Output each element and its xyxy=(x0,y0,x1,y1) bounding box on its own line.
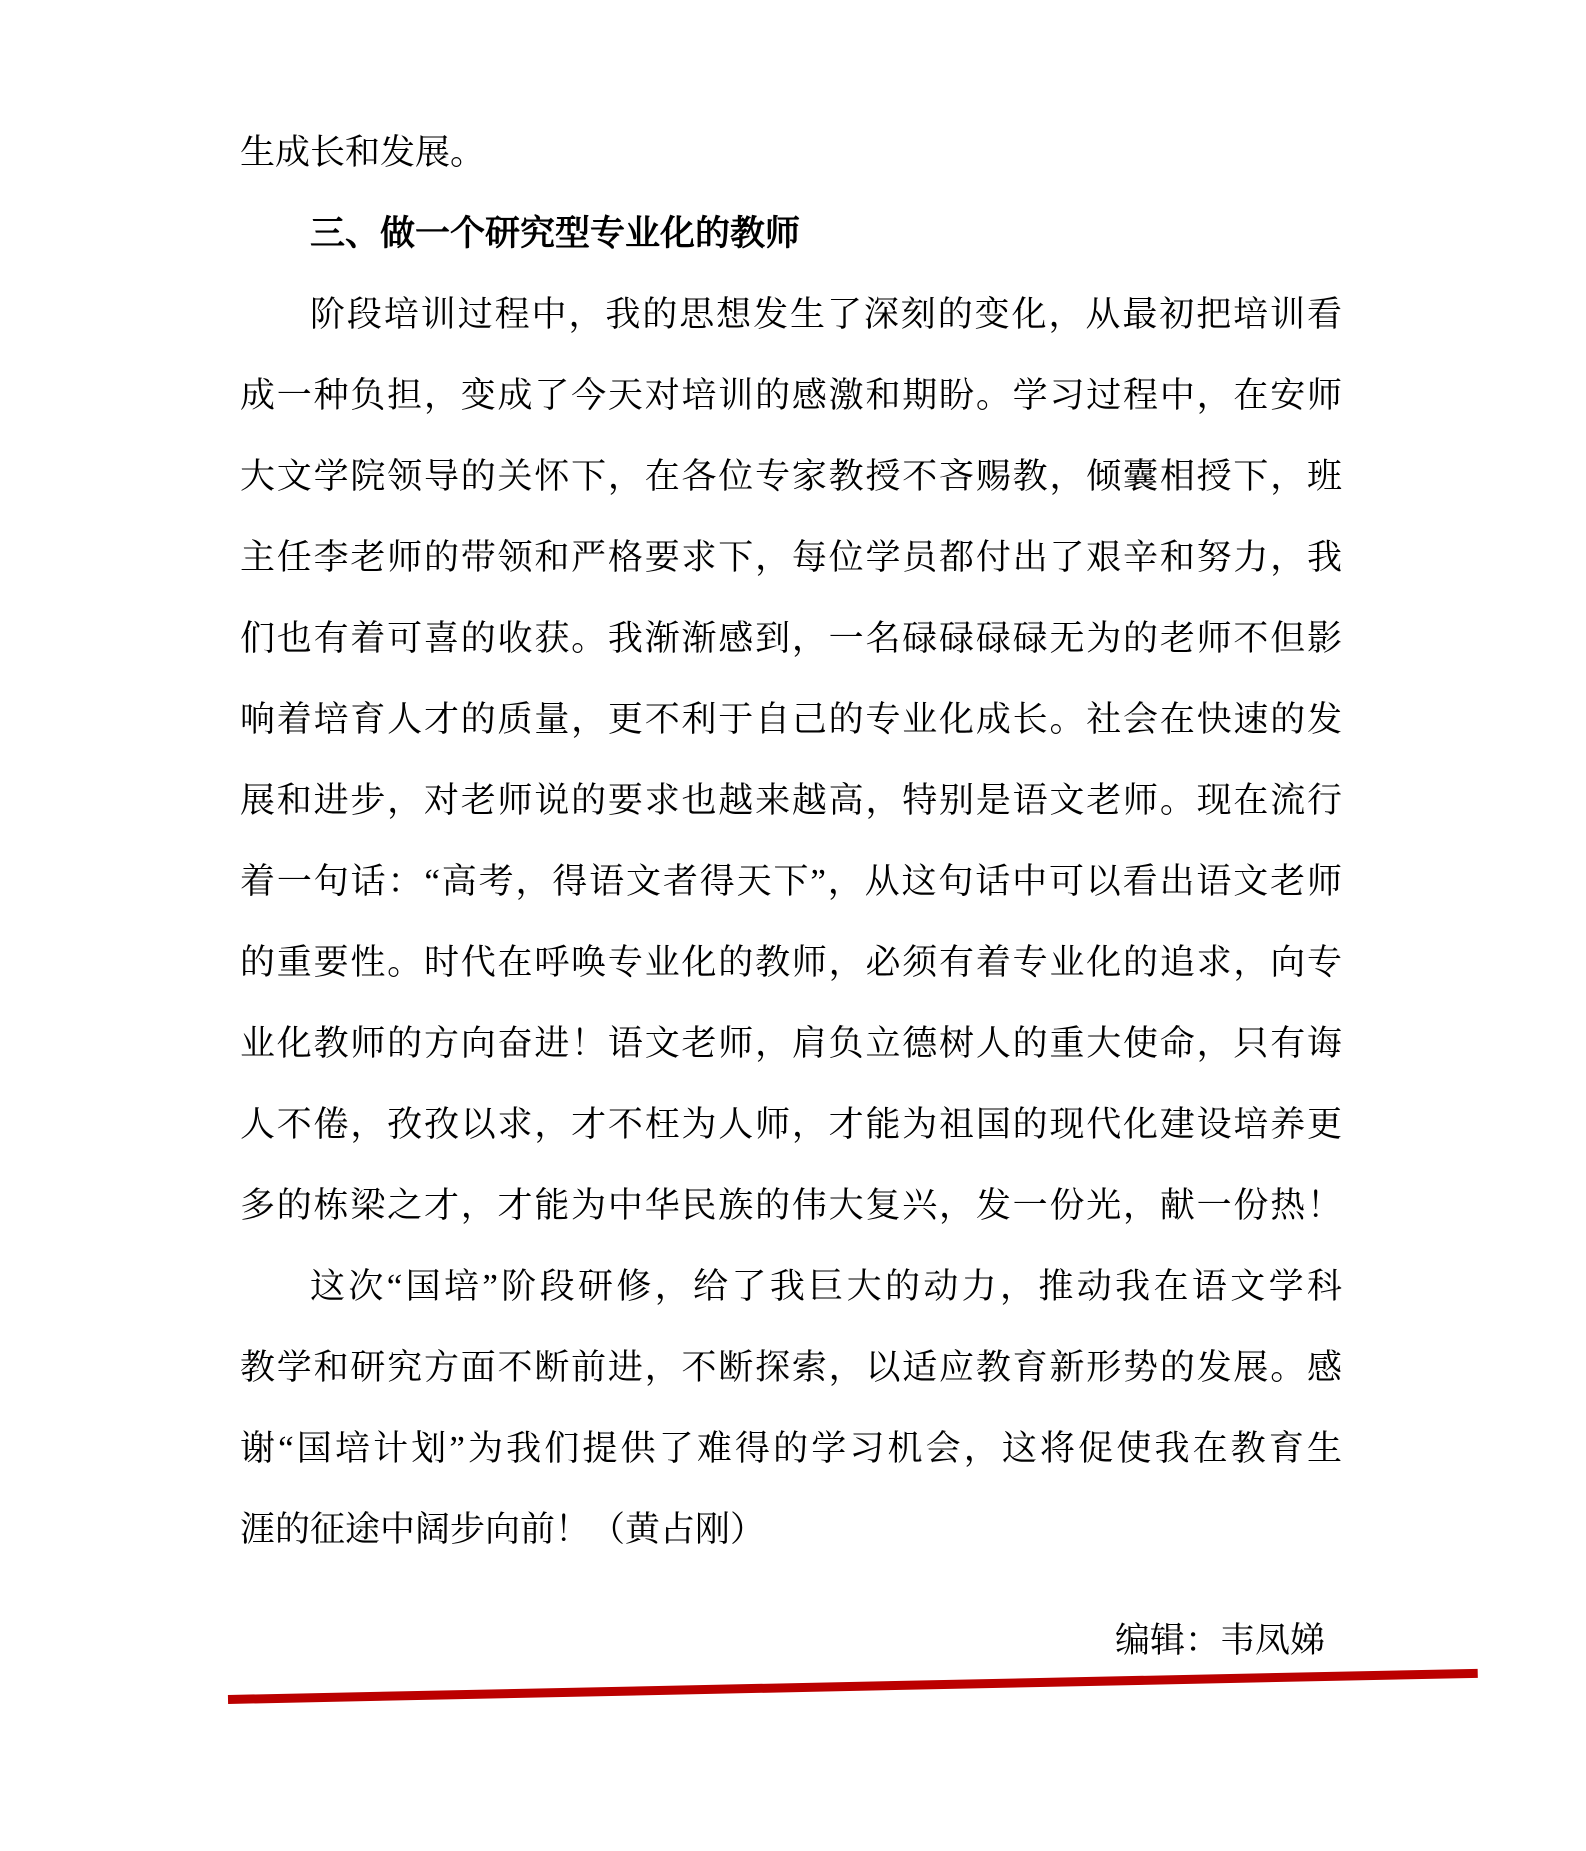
section-heading: 三、做一个研究型专业化的教师 xyxy=(310,214,801,253)
text-line: 谢“国培计划”为我们提供了难得的学习机会，这将促使我在教育生 xyxy=(240,1429,1342,1468)
text-line: 们也有着可喜的收获。我渐渐感到，一名碌碌碌碌无为的老师不但影 xyxy=(240,619,1342,658)
text-line: 着一句话：“高考，得语文者得天下”，从这句话中可以看出语文老师 xyxy=(240,862,1342,901)
text-line: 成一种负担，变成了今天对培训的感激和期盼。学习过程中，在安师 xyxy=(240,376,1342,415)
text-line: 这次“国培”阶段研修，给了我巨大的动力，推动我在语文学科 xyxy=(310,1267,1342,1306)
text-line: 教学和研究方面不断前进，不断探索，以适应教育新形势的发展。感 xyxy=(240,1348,1342,1387)
text-line: 响着培育人才的质量，更不利于自己的专业化成长。社会在快速的发 xyxy=(240,700,1342,739)
text-line: 主任李老师的带领和严格要求下，每位学员都付出了艰辛和努力，我 xyxy=(240,538,1342,577)
text-line: 涯的征途中阔步向前！（黄占刚） xyxy=(240,1510,766,1549)
editor-credit: 编辑：韦凤娣 xyxy=(1114,1621,1325,1660)
text-line: 多的栋梁之才，才能为中华民族的伟大复兴，发一份光，献一份热！ xyxy=(240,1186,1342,1225)
document-body xyxy=(240,112,1342,1570)
text-line: 展和进步，对老师说的要求也越来越高，特别是语文老师。现在流行 xyxy=(240,781,1342,820)
text-line: 阶段培训过程中，我的思想发生了深刻的变化，从最初把培训看 xyxy=(310,295,1342,334)
text-line: 的重要性。时代在呼唤专业化的教师，必须有着专业化的追求，向专 xyxy=(240,943,1342,982)
red-divider-line xyxy=(228,1669,1478,1704)
text-line: 人不倦，孜孜以求，才不枉为人师，才能为祖国的现代化建设培养更 xyxy=(240,1105,1342,1144)
text-line: 生成长和发展。 xyxy=(240,133,486,172)
text-line: 大文学院领导的关怀下，在各位专家教授不吝赐教，倾囊相授下，班 xyxy=(240,457,1342,496)
text-line: 业化教师的方向奋进！语文老师，肩负立德树人的重大使命，只有诲 xyxy=(240,1024,1342,1063)
